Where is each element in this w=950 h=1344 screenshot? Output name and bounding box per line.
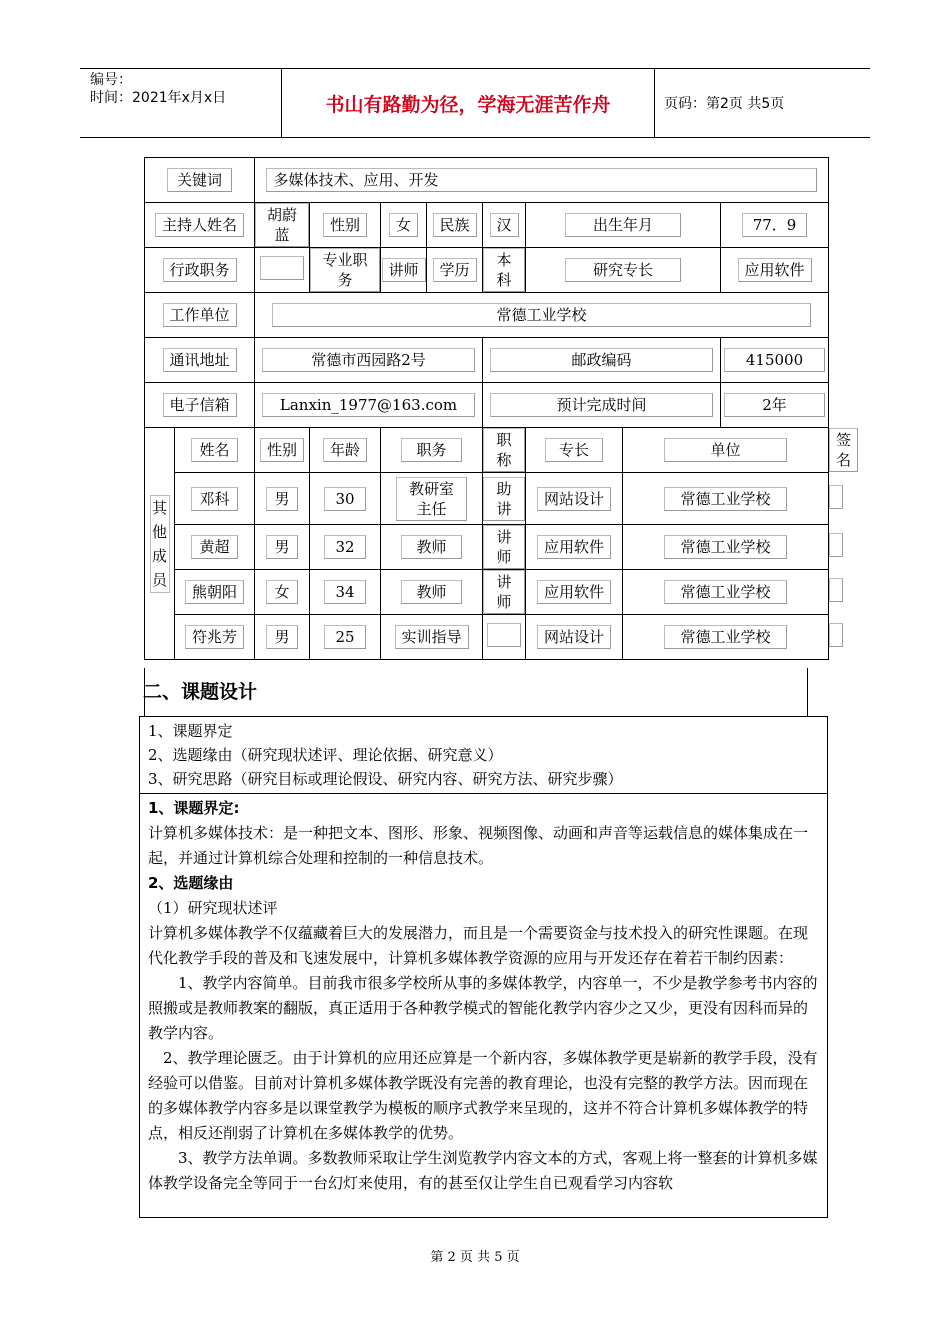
member-gender: 男	[266, 487, 298, 511]
row-unit	[145, 293, 829, 338]
member-specialty: 网站设计	[537, 487, 611, 511]
subheading: （1）研究现状述评	[148, 899, 278, 917]
member-name: 符兆芳	[185, 625, 244, 649]
number-label: 编号：	[90, 72, 132, 88]
time-label: 时间：2021年x月x日	[90, 90, 227, 106]
member-name: 熊朝阳	[185, 580, 244, 604]
design-box	[139, 716, 828, 1218]
member-signature	[829, 485, 843, 509]
section-title-text: 二、课题设计	[143, 681, 258, 703]
admin-label: 行政职务	[163, 258, 237, 282]
keywords-label: 关键词	[167, 168, 232, 192]
admin-value	[260, 256, 303, 280]
ethnic-label: 民族	[433, 213, 477, 237]
col-header: 专长	[545, 438, 603, 462]
member-signature	[829, 623, 843, 647]
unit-value: 常德工业学校	[272, 303, 811, 327]
member-gender: 女	[266, 580, 298, 604]
table-row	[145, 525, 829, 570]
heading-definition: 1、课题界定:	[148, 799, 240, 817]
member-title: 助讲	[483, 477, 525, 521]
heading-reason: 2、选题缘由	[148, 874, 234, 892]
member-title: 讲师	[483, 570, 525, 614]
section-title	[144, 668, 808, 716]
row-host	[145, 203, 829, 248]
design-body	[140, 794, 827, 1198]
col-header: 单位	[664, 438, 787, 462]
col-header: 姓名	[191, 438, 238, 462]
row-address	[145, 338, 829, 383]
row-email	[145, 383, 829, 428]
postcode-value: 415000	[724, 348, 825, 372]
prof-title-value: 讲师	[382, 258, 426, 282]
member-unit: 常德工业学校	[664, 535, 787, 559]
member-signature	[829, 578, 843, 602]
member-unit: 常德工业学校	[664, 580, 787, 604]
outline-item: 2、选题缘由（研究现状述评、理论依据、研究意义）	[148, 746, 503, 764]
member-duty: 教师	[401, 580, 462, 604]
member-specialty: 应用软件	[537, 535, 611, 559]
page-footer: 第 2 页 共 5 页	[430, 1250, 520, 1265]
paragraph: 1、教学内容简单。目前我市很多学校所从事的多媒体教学，内容单一，不少是教学参考书内容的照搬或是教师教案的翻版，真正适用于各种教学模式的智能化教学内容少之又少，更没有因科而异的教学内容。	[148, 974, 818, 1042]
paragraph: 计算机多媒体教学不仅蕴藏着巨大的发展潜力，而且是一个需要资金与技术投入的研究性课题。在现代化教学手段的普及和飞速发展中，计算机多媒体教学资源的应用与开发还存在着若干制约因素：	[148, 924, 809, 967]
member-title	[487, 623, 521, 647]
edu-label: 学历	[433, 258, 477, 282]
row-position	[145, 248, 829, 293]
col-header: 职务	[401, 438, 462, 462]
header-page: 页码：第2页 共5页	[664, 96, 785, 112]
member-age: 25	[324, 625, 366, 649]
member-specialty: 网站设计	[537, 625, 611, 649]
member-signature	[829, 533, 843, 557]
member-name: 邓科	[191, 487, 238, 511]
member-age: 30	[324, 487, 366, 511]
postcode-label: 邮政编码	[490, 348, 713, 372]
email-value: Lanxin_1977@163.com	[262, 393, 475, 417]
host-label: 主持人姓名	[155, 213, 244, 237]
col-header: 职称	[483, 428, 525, 472]
outline-item: 1、课题界定	[148, 722, 233, 740]
research-value: 应用软件	[738, 258, 812, 282]
member-unit: 常德工业学校	[664, 487, 787, 511]
prof-title-label: 专业职务	[310, 248, 380, 292]
member-specialty: 应用软件	[537, 580, 611, 604]
member-duty: 教研室主任	[396, 477, 467, 521]
member-duty: 实训指导	[395, 625, 469, 649]
birth-value: 77．9	[742, 213, 806, 237]
unit-label: 工作单位	[163, 303, 237, 327]
paragraph: 计算机多媒体技术：是一种把文本、图形、形象、视频图像、动画和声音等运载信息的媒体集成在一起，并通过计算机综合处理和控制的一种信息技术。	[148, 824, 809, 867]
row-keywords	[145, 158, 829, 203]
address-label: 通讯地址	[163, 348, 237, 372]
members-group-label: 其他成员	[150, 495, 170, 593]
header-motto: 书山有路勤为径，学海无涯苦作舟	[282, 69, 655, 137]
finish-value: 2年	[724, 393, 825, 417]
member-unit: 常德工业学校	[664, 625, 787, 649]
gender-label: 性别	[323, 213, 367, 237]
header-meta	[80, 69, 282, 137]
edu-value: 本科	[483, 248, 525, 292]
member-gender: 男	[266, 625, 298, 649]
design-outline	[140, 717, 827, 794]
col-header: 年龄	[323, 438, 367, 462]
members-header-row	[145, 428, 829, 473]
ethnic-value: 汉	[490, 213, 519, 237]
member-name: 黄超	[191, 535, 238, 559]
research-label: 研究专长	[565, 258, 681, 282]
finish-label: 预计完成时间	[490, 393, 713, 417]
table-row	[145, 570, 829, 615]
member-gender: 男	[266, 535, 298, 559]
address-value: 常德市西园路2号	[262, 348, 475, 372]
member-title: 讲师	[483, 525, 525, 569]
page-header	[80, 68, 870, 138]
member-age: 32	[324, 535, 366, 559]
member-duty: 教师	[401, 535, 462, 559]
table-row	[145, 615, 829, 660]
host-value: 胡蔚蓝	[255, 203, 309, 247]
birth-label: 出生年月	[565, 213, 681, 237]
email-label: 电子信箱	[163, 393, 237, 417]
paragraph: 2、教学理论匮乏。由于计算机的应用还应算是一个新内容，多媒体教学更是崭新的教学手段，没有经验可以借鉴。目前对计算机多媒体教学既没有完善的教育理论，也没有完整的教学方法。因而现在的多媒体教学内容多是以课堂教学为模板的顺序式教学来呈现的，这并不符合计算机多媒体教学的特点，相反还削弱了计算机在多媒体教学的优势。	[148, 1049, 818, 1142]
outline-item: 3、研究思路（研究目标或理论假设、研究内容、研究方法、研究步骤）	[148, 770, 623, 788]
paragraph: 3、教学方法单调。多数教师采取让学生浏览教学内容文本的方式，客观上将一整套的计算机多媒体教学设备完全等同于一台幻灯来使用，有的甚至仅让学生自已观看学习内容软	[148, 1149, 818, 1192]
col-header: 性别	[260, 438, 304, 462]
keywords-value: 多媒体技术、应用、开发	[266, 168, 816, 192]
col-header: 签名	[829, 428, 858, 472]
applicant-info-table	[144, 157, 852, 660]
gender-value: 女	[389, 213, 418, 237]
table-row	[145, 473, 829, 525]
member-age: 34	[324, 580, 366, 604]
